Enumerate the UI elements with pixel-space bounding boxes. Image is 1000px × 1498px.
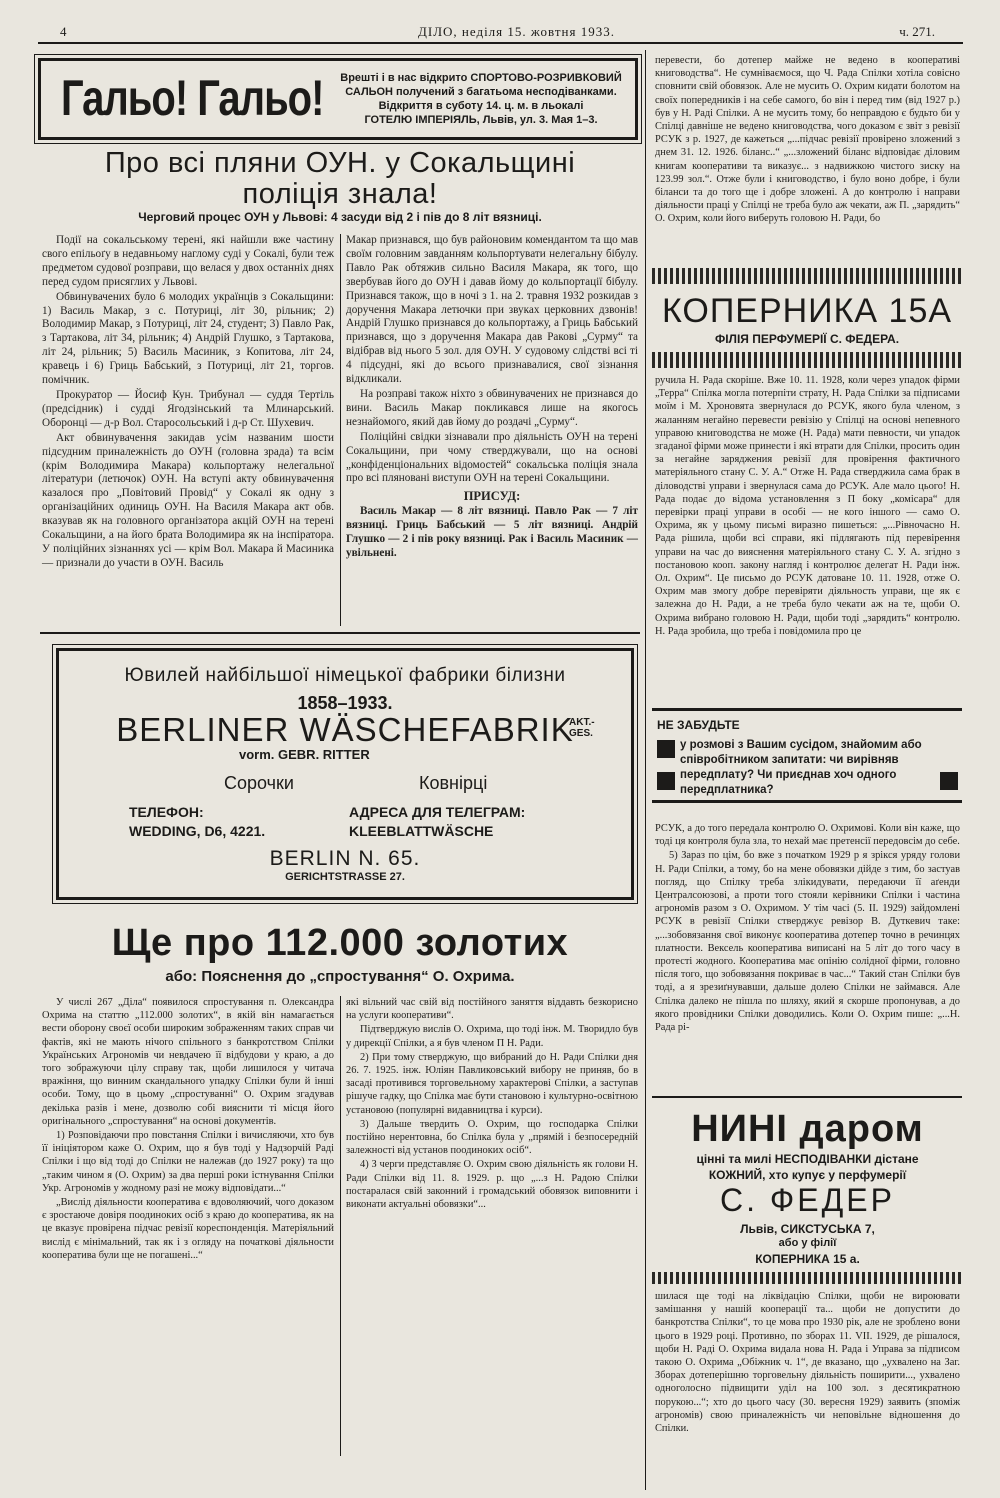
kop-ad-title: КОПЕРНИКА 15А (661, 292, 953, 330)
verdict-text: Василь Макар — 8 літ вязниці. Павло Рак — 7 літ вязниці. Гриць Бабський — 5 літ вязниці. Андрій Глушко — 2 і пів року вязниці. Рак і Василь Масиник — увільнені. (346, 505, 638, 559)
paragraph: У числі 267 „Діла“ появилося спростування п. Олександра Охрима на статтю „112.000 золотих“, в якій він намагається вести оборону своєї особи широким зображенням таких справ чи фактів, які не мають нічого спільного з банкротством Спілки Українських Агрономів чи невдачею її відбудови у краю, а до того зображуючи цілу справу так, щоби лишилося у читача вражіння, що винним скандального упадку Спілки були й інші особи. Тому, що в цьому „спростуванні“ О. Охрим згадував декілька разів і мене, дозволю собі вияснити ті місця його оригінального „спростування“ на основі документів. (42, 997, 334, 1127)
phone-value: WEDDING, D6, 4221. (129, 823, 266, 839)
notice-square-icon (657, 772, 675, 790)
kop-ad-strip-top (652, 268, 962, 284)
paragraph: ручила Н. Рада скоріше. Вже 10. 11. 1928, коли через упадок фірми „Терра“ Спілка могла потерпіти страту, Н. Рада Спілки за підписами моїм і М. Хроновята звернулася до РСУК, якого була членом, з жаланням негайно перевести ревізію у Спілці на основі непевного управою книговодства не може (Н. Рада) мати певности, чи упадок згаданої фірми може принести і які втрати для Спілки, просить один за негайне заряджения ревізії для провірення фактичного матеріяльного стану С. У. А.“ Отже Н. Рада стверджила сама брак в діловодстві управи і звернулася сама до РСУК. Але мало цього! Н. Рада подає до відома установлення з П боку „комісара“ для перевірки праці управи в особі — не кого іншого — само О. Охрима, як у цьому письмі виразно пишеться: „...Рівночасно Н. Рада рішила, щоби всі справи, які підлягають під перевірення управи на час до вияснення матеріяльного стану С. У. А. згідно з постановою кооп. закону нагляд і контролює делегат Н. Ради інж. Ол. Охрим“. Це письмо до РСУК датоване 10. 11. 1928, отже О. Охрим мав змогу добре перевіряти діяльность управи, ще як є залежна до Н. Ради, а не треба було чекати аж на те, щоби О. Охрима вибрано головою Н. Ради, щоби тоді „зарядить“ контролю. Н. Рада зробила, що треба і повідомила про це (655, 375, 960, 637)
verdict-title (346, 490, 638, 504)
verdict-title-text: ПРИСУД: (463, 489, 521, 504)
halo-ad-line: Відкриття в суботу 14. ц. м. в льокалі (378, 100, 584, 112)
telegram-label: АДРЕСА ДЛЯ ТЕЛЕГРАМ: (349, 804, 526, 820)
notice-square-icon (657, 740, 675, 758)
paragraph: 5) Зараз по цім, бо вже з початком 1929 р я зрікся уряду голови Н. Ради Спілки, а тому, бо на мене обовязки дійде з тим, бо застуав погляд, що Спілку треба злікидувати, передаючи її аґенди Централсоюзові, а проти того стояли керівники Спілки і частина агрономів разом з О. Охримом. У тім часі (5. II. 1929) зайдомлені РСУК в ревізії Спілки стверджує ревізор В. Дуткевич таке: „...зобовязання свої виконує кооператива дотепер точно в речинцях платности. Вексель кооператива виписані на 5 літ до того часу в протесті жодного. Кооператива має опінію солідної фірми, головно після того, що зобовязання покриває в час...“ Такий стан Спілки був тоді, а я зрезиґнувавши, дальше долею Спілки не займався. Але Спілка далеко не пішла по шляху, який я скорше пропонував, а до якого провідники Спілки доводились. Коли О. Охрим пише: „...Н. Рада рі- (655, 850, 960, 1034)
nini-ad-feder: С. ФЕДЕР (720, 1182, 895, 1218)
issue-number: ч. 271. (899, 24, 935, 39)
notice-rule-bottom (652, 800, 962, 803)
right-col-top (655, 54, 960, 227)
nini-ad-line1: цінні та милі НЕСПОДІВАНКИ дістане (696, 1152, 919, 1166)
notice-text: у розмові з Вашим сусідом, знайомим або співробітником запитати: чи вирівняв передплату? Чи приєднав хоч одного передплатника? (680, 739, 922, 796)
masthead (38, 22, 963, 44)
article-oun-col2 (346, 234, 638, 562)
right-col-bottom (655, 1290, 960, 1436)
article-gold-col1 (42, 996, 334, 1263)
halo-ad-line: Врешті і в нас відкрито СПОРТОВО-РОЗРИВКОВИЙ (340, 72, 622, 84)
right-col-low (655, 822, 960, 1035)
right-col-mid (655, 374, 960, 639)
nini-ad-line2: КОЖНИЙ, хто купує у перфумерії (708, 1168, 907, 1182)
paragraph: 4) З черги представляє О. Охрим свою діяльність як голови Н. Ради Спілки від 11. 8. 1929. р. що „...з Н. Радою Спілки постаралася свій законний і громадський обовязок виповнити і виконати актуальні обовязки“... (346, 1159, 638, 1211)
halo-ad-title: Гальо! Гальо! (61, 71, 324, 126)
berliner-ad-years: 1858–1933. (297, 693, 393, 713)
column-divider (340, 234, 341, 626)
akt-line: AKT.- (569, 717, 595, 728)
column-divider-right (645, 50, 646, 1490)
berliner-ad-street: GERICHTSTRASSE 27. (285, 871, 405, 883)
paragraph: Події на сокальському терені, які найшли вже частину свого епільоґу в недавньому наглому суді у Сокалі, були теж предметом судової розправи, що велася у двох останніх днях перед судом присяглих у Львові. (42, 234, 334, 288)
paragraph: шилася ще тоді на ліквідацію Спілки, щоби не вироювати замішання у нашій кооперації та... щоби не допустити до банкротства Спілки“, то це мова про 1930 рік, але не зроблено вони цього в 1929 році. Противно, по зборах 11. VII. 1929, де рішалося, щоби Н. Раді О. Охрима видала нова Н. Рада і Управа за підписом такою О. Охрима „Обіжник ч. 1“, де вказано, що „ухвалено на Заг. Зборах дотеперішню торговельну діяльність поширити..., ухвалено одноголосно підвищити уділ на 100 зол. з десятикратною порукою...“; хто до цього часу (30. вересня 1929) заявить (зпоміж агрономів) свою приналежність чи неповільне відношення до Спілки. (655, 1291, 960, 1435)
masthead-title: ДІЛО, неділя 15. жовтня 1933. (418, 24, 615, 39)
paragraph: РСУК, а до того передала контролю О. Охримові. Коли він каже, що тоді ця контроля була зла, то нехай має претенсії передовсім до себе. (655, 823, 960, 848)
paragraph: Обвинувачених було 6 молодих українців з Сокальщини: 1) Василь Макар, з с. Потуриці, літ 30, рільник; 2) Володимир Макар, з Потуриці, літ 24, студент; 3) Павло Рак, з Тартакова, літ 34, рільник; 4) Андрій Глушко, з Тартакова, літ 24, рільник; 5) Василь Масиник, з Копитова, літ 24, кравець і 6) Гриць Бабський, з Потуриці, літ 21, торгов. помічник. (42, 290, 334, 387)
paragraph: Акт обвинувачення закидав усім названим шости підсудним приналежність до ОУН (головна зрада) та всім (крім Володимира Макара) кольпортажу нелегальної літератури (летючок) ОУН. На вступі акту обвинувачення казалося про „Повітовий Провід“ у Сокалі як одну з організаційних одиниць ОУН. На Василя Макара акт обв. вказував як на головного організатора акцій ОУН на терені Сокальщини, а на його брата Володимира як на інспіратора. У поліційних зізнаннях усі — крім Вол. Макара й Масиника — признали до участи в ОУН. Василь (42, 431, 334, 569)
phone-label: ТЕЛЕФОН: (129, 804, 204, 820)
berliner-ad-phone (129, 803, 265, 841)
berliner-ad (56, 648, 634, 900)
telegram-value: KLEEBLATTWÄSCHE (349, 823, 494, 839)
berliner-ad-vorm: vorm. GEBR. RITTER (239, 747, 370, 762)
notice-rule-top (652, 708, 962, 711)
halo-ad (38, 58, 638, 140)
article-oun-headline (40, 148, 640, 210)
halo-ad-line: ГОТЕЛЮ ІМПЕРІЯЛЬ, Львів, ул. 3. Мая 1–3. (364, 114, 598, 126)
kop-ad-strip-bottom (652, 352, 962, 368)
berliner-ad-telegram (349, 803, 525, 841)
paragraph: Підтверджую вислів О. Охрима, що тоді інж. М. Творидло був у дирекції Спілки, а я був членом П Н. Ради. (346, 1024, 638, 1049)
paragraph: 2) При тому стверджую, що вибраний до Н. Ради Спілки дня 26. 7. 1925. інж. Юліян Павликовський вибору не приняв, бо в засаді противився торговельному характерові Спілки, а заступав рішуче гадку, що Спілка має бути становою і культурно-освітною установою (популярні видавництва і курси). (346, 1051, 638, 1116)
headline-line: Про всі пляни ОУН. у Сокальщині (104, 147, 576, 179)
paragraph: Прокуратор — Йосиф Кун. Трибунал — суддя Тертіль (предсідник) і судді Ягодзінський та Млинарський. Оборонці — д-р Вол. Старосольський і д-р Ст. Шухевич. (42, 388, 334, 429)
paragraph: Поліційні свідки зізнавали про діяльність ОУН на терені Сокальщини, при чому стверджували, що на основі „конфіденціональних відомостей“ сокальська поліція знала про всі пляновані виступи ОУН на терені Сокальщини. (346, 430, 638, 485)
article-gold-subhead: або: Пояснення до „спростування“ О. Охрима. (165, 968, 515, 985)
paragraph: 3) Дальше твердить О. Охрим, що господарка Спілки постійно нерентовна, бо Спілка була у „прямій і безпосередній залежності від установ поодиноких осіб“. (346, 1118, 638, 1157)
akt-line: GES. (569, 728, 593, 739)
paragraph: „Вислід діяльности кооператива є вдоволяючий, чого доказом є зростаюче довіря поодиноких осіб з краю до кооператива, як на це вказує провірена підчас ревізії кореспонденція. Матеріяльний вислід є мінімальний, так як і з огляду на початкові діяльности кооператива були ще не погашені...“ (42, 1197, 334, 1261)
berliner-ad-company: BERLINER WÄSCHEFABRIK (116, 711, 574, 748)
paragraph: перевести, бо дотепер майже не ведено в кооперативі книговодства“. Не сумніваємося, що Ч. Рада Спілки хотіла совісно сповнити свій обовязок. Але не мусить О. Охрим кидати болотом на своїх попередників і на себе самого, бо він і перед тим (від 1927 р.) був у Н. Раді Спілки. А не мусить тому, бо неправдою є будьто би у Спілці давніше не ведено книговодства, чого доказом є звіт з ревізії РСУК з р. 1927, де кажеться „...підчас ревізії провірено зложений з днем 31. 12. 1926. біланс..“ „...зложений біланс відповідає діловим книгам кооперативи та виказує... з надвижкою чистого зиску на 123.99 зол.“. Отже були і книговодство, і було воно добре, і були біланси та до того ще і добре зложені. А до контролю і направи діяльности праці у Спілці не треба було аж чекати, аж П. „зарядить“ О. Охрим, коли його виберуть головою Н. Ради, бо (655, 55, 960, 225)
nini-ad-title: НИНІ даром (691, 1108, 924, 1150)
section-rule (40, 632, 640, 634)
article-oun-col1 (42, 234, 334, 572)
nini-ad-or: або у філії (778, 1237, 837, 1249)
notice-title: НЕ ЗАБУДЬТЕ (657, 718, 740, 732)
masthead-rule (38, 42, 963, 44)
article-oun-subhead: Черговий процес ОУН у Львові: 4 засуди від 2 і пів до 8 літ вязниці. (138, 210, 542, 224)
halo-ad-line: САЛЬОН получений з багатьома несподіванками. (345, 86, 617, 98)
nini-ad-strip (652, 1272, 962, 1284)
paragraph: 1) Розповідаючи про повстання Спілки і вичисляючи, хто був її ініціятором каже О. Охрим, що я був тоді у Надзорчій Раді Спілки і що від тоді до Спілки не належав (до 1927 року) та що „таким чином я (О. Охрим) за два перші роки істнування Спілки Укр. Агрономів у жодному разі не можу відповідати...“ (42, 1130, 334, 1194)
article-gold-headline: Ще про 112.000 золотих (111, 922, 569, 964)
paragraph: які вільний час свій від постійного заняття віддавть безкорисно на услуги кооперативи“. (346, 997, 638, 1022)
berliner-ad-item1: Сорочки (224, 773, 294, 793)
berliner-ad-item2: Ковнірці (419, 773, 488, 793)
nini-ad-branch: КОПЕРНИКА 15 а. (755, 1252, 860, 1266)
berliner-ad-city: BERLIN N. 65. (269, 847, 421, 870)
kop-ad-subtitle: ФІЛІЯ ПЕРФУМЕРІЇ С. ФЕДЕРА. (714, 332, 900, 346)
column-divider (340, 996, 341, 1456)
paragraph: Макар признався, що був районовим комендантом та що мав своїм головним завданням кольпортувати нелегальну бібулу. Павло Рак обтяжив сильно Василя Макара, як того, що звербував його до ОУН і давав йому до кольпортації бібулу. Признався також, що в ночі з 1. на 2. травня 1932 розкидав з доручення Макара летючки при звуках церковних дзвонів! Андрій Глушко признався до кольпортажу, а Гриць Бабський признався, що з доручення Макара дав Ракові „Сурму“ та відібрав від нього 5 зол. для ОУН. У судовому слідстві всі ті 4 підсудні, які до всього признавалися, свої зізнання відкликали. (346, 234, 638, 386)
berliner-ad-line1: Ювилей найбільшої німецької фабрики білизни (124, 665, 566, 686)
page-number: 4 (60, 24, 67, 39)
halo-ad-text (326, 71, 636, 127)
nini-ad-rule-top (652, 1096, 962, 1098)
nini-ad-address: Львів, СИКСТУСЬКА 7, (740, 1222, 875, 1236)
berliner-ad-akt (569, 717, 595, 739)
article-gold-col2 (346, 996, 638, 1212)
paragraph: На розправі також ніхто з обвинувачених не признався до вини. Василь Макар покликався лише на якогось незнайомого, який дав йому до роздачі „Сурму“. (346, 387, 638, 428)
headline-line: поліція знала! (242, 178, 438, 210)
